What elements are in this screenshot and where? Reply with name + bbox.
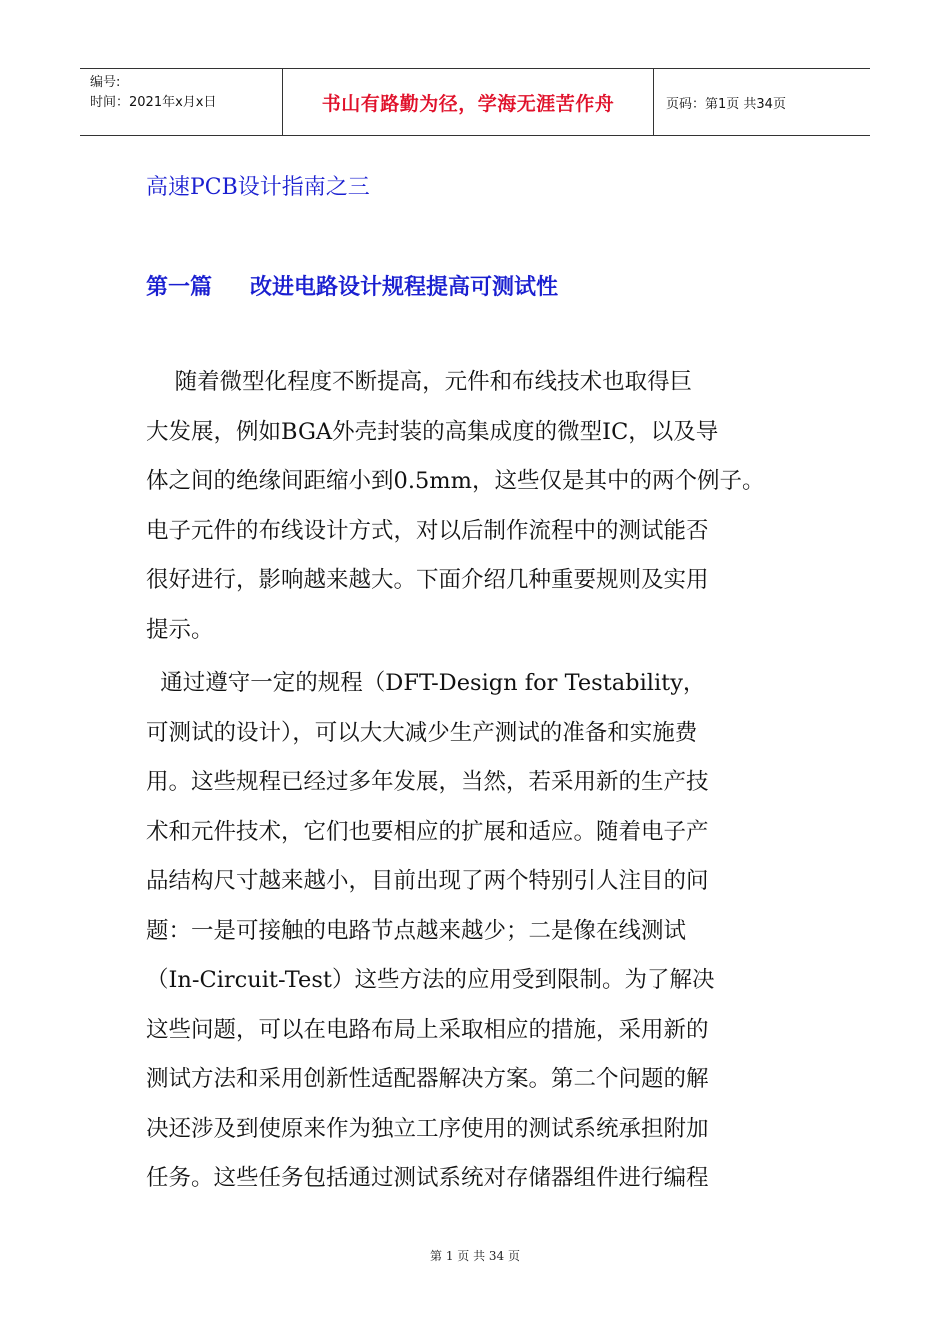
time-label: 时间：2021年x月x日 bbox=[90, 95, 217, 110]
text-line: 测试方法和采用创新性适配器解决方案。第二个问题的解 bbox=[146, 1066, 709, 1092]
text-line: 体之间的绝缘间距缩小到0.5mm，这些仅是其中的两个例子。 bbox=[146, 468, 765, 494]
text-line: 品结构尺寸越来越小，目前出现了两个特别引人注目的问 bbox=[146, 868, 709, 894]
page-header bbox=[80, 68, 870, 136]
text-line: 通过遵守一定的规程（DFT-Design for Testability， bbox=[146, 670, 706, 696]
text-line: 随着微型化程度不断提高，元件和布线技术也取得巨 bbox=[146, 369, 693, 395]
section-title: 改进电路设计规程提高可测试性 bbox=[250, 274, 559, 300]
text-line: 电子元件的布线设计方式，对以后制作流程中的测试能否 bbox=[146, 517, 709, 544]
document-title: 高速PCB设计指南之三 bbox=[146, 175, 370, 200]
section-heading bbox=[146, 270, 558, 301]
text-line: 题：一是可接触的电路节点越来越少；二是像在线测试 bbox=[146, 917, 687, 944]
page-footer: 第 1 页 共 34 页 bbox=[430, 1249, 520, 1263]
text-line: 大发展，例如BGA外壳封装的高集成度的微型IC，以及导 bbox=[146, 418, 719, 445]
text-line: 可测试的设计），可以大大减少生产测试的准备和实施费 bbox=[146, 719, 698, 746]
text-line: 决还涉及到使原来作为独立工序使用的测试系统承担附加 bbox=[146, 1115, 709, 1142]
section-number: 第一篇 bbox=[146, 274, 213, 300]
paragraph-1 bbox=[146, 358, 826, 655]
paragraph-2 bbox=[146, 659, 826, 1204]
text-line: 很好进行，影响越来越大。下面介绍几种重要规则及实用 bbox=[146, 567, 709, 593]
text-line: 用。这些规程已经过多年发展，当然，若采用新的生产技 bbox=[146, 769, 709, 795]
text-line: 术和元件技术，它们也要相应的扩展和适应。随着电子产 bbox=[146, 818, 709, 845]
number-label: 编号: bbox=[90, 75, 121, 90]
header-page-info: 页码：第1页 共34页 bbox=[666, 96, 786, 112]
text-line: （In-Circuit-Test）这些方法的应用受到限制。为了解决 bbox=[146, 967, 715, 993]
text-line: 这些问题，可以在电路布局上采取相应的措施，采用新的 bbox=[146, 1016, 709, 1043]
text-line: 任务。这些任务包括通过测试系统对存储器组件进行编程 bbox=[146, 1165, 709, 1191]
header-meta bbox=[80, 69, 282, 135]
text-line: 提示。 bbox=[146, 616, 214, 643]
header-motto: 书山有路勤为径，学海无涯苦作舟 bbox=[282, 69, 654, 135]
